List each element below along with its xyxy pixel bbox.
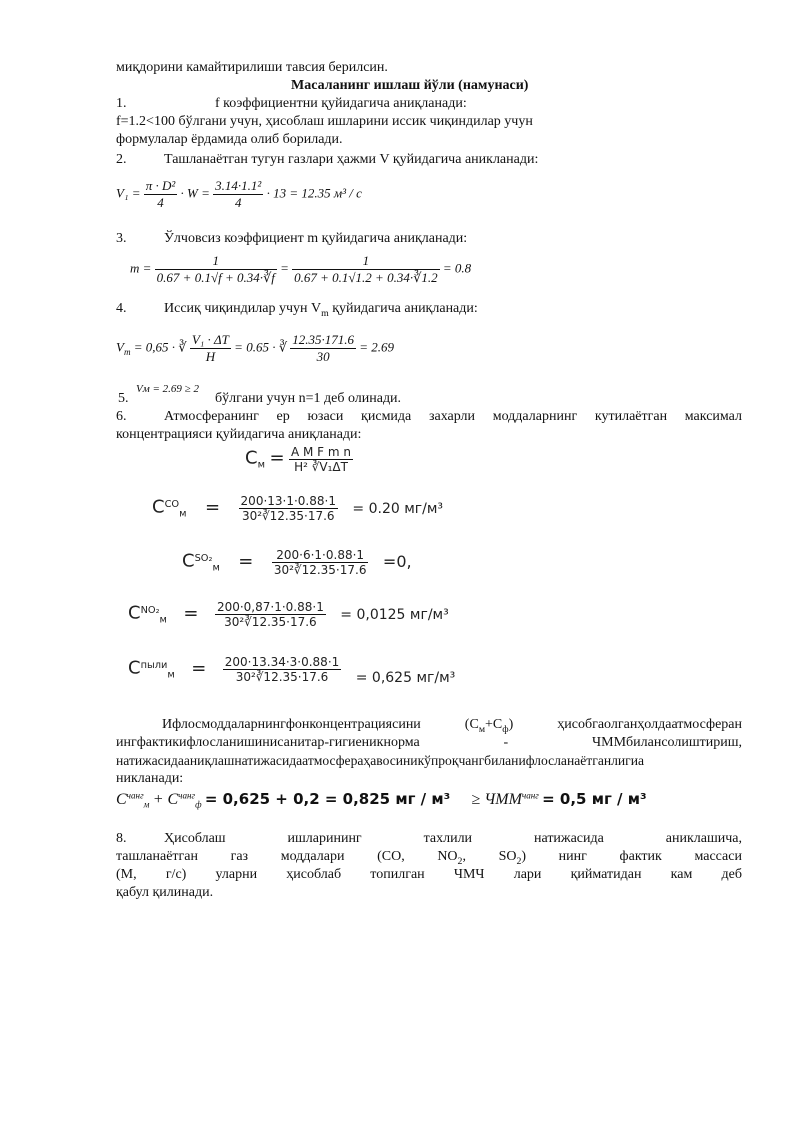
formula-part: = 0,65 · ∛	[133, 339, 187, 355]
formula-lhs: V₁ =	[116, 185, 141, 201]
formula-part: = 0.65 · ∛	[234, 339, 287, 355]
formula-result: =0,	[382, 551, 412, 571]
formula-m	[130, 253, 471, 286]
fraction-numerator: π · D²	[145, 178, 176, 193]
formula-result: = 2.69	[359, 339, 395, 355]
formula-subscript: м	[179, 508, 187, 520]
formula-result: = 0,625 мг/м³	[355, 669, 456, 686]
formula-lhs: С	[245, 447, 258, 469]
formula-dust: $C^{пыли}_м$ = $\frac{200\cdot 13.34\cdot 3\cdot 0.88\cdot 1}{\text{30²∛12.35·17.6}}$ = 0,625 мг/м³	[128, 655, 456, 686]
formula-result: · 13 = 12.35 м³ / с	[266, 185, 362, 201]
fraction-numerator: 200·6·1·0.88·1	[272, 548, 369, 563]
text-line: ингфактикифлосланишинисанитар-гигиеникнорма - ЧММбилансолиштириш,	[116, 735, 742, 750]
fraction-denominator: 0.67 + 0.1√f + 0.34·∛f	[156, 270, 275, 285]
fraction-denominator: 30	[316, 349, 330, 364]
formula-superscript: пыли	[140, 659, 168, 671]
formula-subscript: м	[143, 799, 150, 810]
text-line: Ифлосмоддаларнингфонконцентрациясини $(С_м+С_ф)$ ҳисобгаолганҳолдаатмосферан	[162, 717, 742, 735]
item-number: 4.	[116, 301, 127, 316]
formula-result: = 0,5 мг / м³	[542, 790, 647, 808]
formula-superscript: чанг	[521, 790, 539, 801]
formula-subscript: m	[123, 347, 131, 358]
formula-subscript: м	[167, 669, 175, 681]
fraction-numerator: 3.14·1.1²	[215, 178, 262, 193]
text-line: миқдорини камайтирилиши тавсия берилсин.	[116, 60, 388, 75]
formula-result: = 0.20 мг/м³	[352, 500, 444, 517]
formula-subscript: м	[212, 562, 220, 574]
text-line: концентрацияси қуйидагича аниқланади:	[116, 427, 362, 442]
formula-no2: $C^{NO_2}_м$ = $\frac{200\cdot 0,87\cdot 1\cdot 0.88\cdot 1}{\text{30²∛12.35·17.6}}$ = 0,0125 мг/м³	[128, 600, 449, 629]
formula-co: $C^{CO}_м$ = $\frac{200\cdot 13\cdot 1\cdot 0.88\cdot 1}{\text{30²∛12.35·17.6}}$ = 0.20 мг/м³	[152, 494, 444, 523]
fraction-denominator: 4	[157, 195, 164, 210]
text-line: ташланаётган газ моддалари (CO, $NO_2$, $SO_2$) нинг фактик массаси	[116, 849, 742, 867]
formula-subscript: м	[257, 459, 265, 471]
formula-superscript: CO	[164, 498, 180, 510]
text-line: натижасидааниқлашнатижасидаатмосфераҳавосиникўпроқчангбиланифлосланаётганлигиа	[116, 753, 645, 768]
fraction-numerator: 200·13.34·3·0.88·1	[224, 655, 340, 669]
formula-part: + C	[152, 791, 179, 808]
formula-subscript: ф	[195, 799, 202, 810]
formula-part: ≥ ЧММ	[471, 791, 522, 808]
item-number: 8.	[116, 831, 127, 846]
fraction-numerator: 200·13·1·0.88·1	[240, 494, 336, 508]
text-line: никланади:	[116, 771, 184, 786]
formula-result: = 0.8	[442, 260, 472, 276]
fraction-denominator: 30²∛12.35·17.6	[235, 670, 329, 684]
text-line: Ташланаётган тугун газлари ҳажми V қуйидагича аникланади:	[164, 152, 539, 167]
formula-result: = 0,0125 мг/м³	[340, 606, 449, 623]
text-line: f коэффициентни қуйидагича аниқланади:	[215, 96, 467, 111]
formula-superscript: чанг	[178, 790, 196, 801]
text-line: (М, г/с) уларни ҳисоблаб топилган ЧМЧ лари қийматидан кам деб	[116, 867, 742, 882]
fraction-denominator: H	[205, 349, 216, 364]
formula-so2: $C^{SO_2}_м$ = $\frac{200\cdot 6\cdot 1\cdot 0.88\cdot 1}{\text{30²∛12.35·17.6}}$ =0,	[182, 548, 412, 577]
formula-sum: $C^{чанг}_м + C^{чанг}_ф = 0,625 + 0,2 = 0,825$ мг / $м^3 \ge ЧММ^{чанг} = 0,5$ мг / м³	[116, 790, 647, 810]
text-line: бўлгани учун n=1 деб олинади.	[215, 391, 402, 406]
text-line: формулалар ёрдамида олиб борилади.	[116, 132, 343, 147]
formula-subscript: м	[159, 614, 167, 626]
item-number: 6.	[116, 409, 127, 424]
formula-part: =	[280, 260, 289, 276]
item-number: 5.	[118, 391, 129, 406]
fraction-denominator: 30²∛12.35·17.6	[273, 563, 367, 577]
fraction-numerator: A M F m n	[290, 445, 352, 459]
fraction-denominator: 4	[234, 195, 242, 210]
formula-vm-condition: Vм = 2.69 ≥ 2	[136, 383, 199, 395]
fraction-denominator: 30²∛12.35·17.6	[241, 509, 335, 523]
formula-vm	[116, 332, 394, 365]
item-number: 1.	[116, 96, 127, 111]
formula-part: · W =	[180, 185, 210, 201]
formula-part: = 0,625 + 0,2 = 0,825 мг / м³	[204, 790, 451, 808]
text-line: қабул қилинади.	[116, 885, 214, 900]
fraction-numerator: V₁ · ΔT	[191, 332, 229, 347]
item-number: 2.	[116, 152, 127, 167]
text-line: Ҳисоблаш ишларининг тахлили натижасида аниклашича,	[164, 831, 742, 846]
text-line: Иссиқ чиқиндилар учун $V_m$ қуйидагича аниқланади:	[164, 301, 478, 319]
fraction-numerator: 1	[155, 253, 277, 270]
text-line: f=1.2<100 бўлгани учун, ҳисоблаш ишларини иссик чиқиндилар учун	[116, 114, 533, 129]
fraction-numerator: 1	[292, 253, 439, 270]
formula-superscript: чанг	[126, 790, 144, 801]
text-line: Ўлчовсиз коэффициент m қуйидагича аниқланади:	[164, 231, 468, 246]
fraction-numerator: 200·0,87·1·0.88·1	[216, 600, 324, 614]
fraction-denominator: H² ∛V₁ΔT	[294, 460, 348, 474]
formula-superscript: NO₂	[140, 604, 160, 616]
fraction-denominator: 30²∛12.35·17.6	[224, 615, 317, 629]
formula-lhs: V	[116, 339, 124, 355]
formula-superscript: SO₂	[194, 552, 213, 564]
section-title: Масаланинг ишлаш йўли (намунаси)	[291, 78, 529, 93]
item-number: 3.	[116, 231, 127, 246]
fraction-denominator: 0.67 + 0.1√1.2 + 0.34·∛1.2	[294, 270, 438, 285]
formula-cm: $С_м$ = $\frac{\text{A M F m n}}{\text{H² ∛V₁ΔT}}$	[245, 445, 352, 474]
formula-lhs: m =	[130, 260, 152, 276]
fraction-numerator: 12.35·171.6	[292, 332, 354, 347]
text-line: Атмосферанинг ер юзаси қисмида захарли моддаларнинг кутилаётган максимал	[164, 409, 742, 424]
formula-v1	[116, 178, 362, 211]
